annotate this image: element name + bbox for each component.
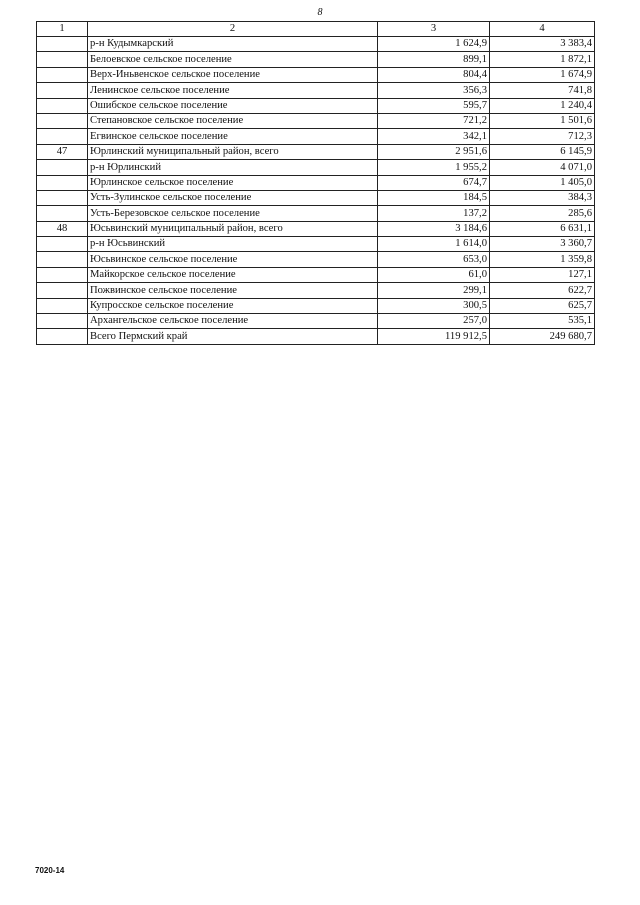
row-value-col3: 257,0 (378, 314, 490, 329)
row-value-col3: 653,0 (378, 252, 490, 267)
row-value-col4: 625,7 (490, 298, 595, 313)
row-number: 48 (37, 221, 88, 236)
row-value-col4: 3 383,4 (490, 37, 595, 52)
row-value-col3: 3 184,6 (378, 221, 490, 236)
row-number (37, 329, 88, 344)
row-number (37, 98, 88, 113)
row-number (37, 67, 88, 82)
row-value-col3: 119 912,5 (378, 329, 490, 344)
header-col-2: 2 (88, 22, 378, 37)
row-name: Юрлинский муниципальный район, всего (88, 144, 378, 159)
row-value-col4: 1 674,9 (490, 67, 595, 82)
row-value-col4: 1 240,4 (490, 98, 595, 113)
row-name: Юсьвинское сельское поселение (88, 252, 378, 267)
row-value-col4: 127,1 (490, 267, 595, 282)
table-row (37, 314, 595, 329)
row-value-col4: 249 680,7 (490, 329, 595, 344)
row-value-col4: 384,3 (490, 190, 595, 205)
table-row (37, 129, 595, 144)
document-code: 7020-14 (35, 866, 65, 875)
table-row (37, 175, 595, 190)
table-row (37, 98, 595, 113)
table-row (37, 37, 595, 52)
row-value-col3: 2 951,6 (378, 144, 490, 159)
table-row (37, 252, 595, 267)
row-number (37, 190, 88, 205)
row-number (37, 113, 88, 128)
row-number (37, 175, 88, 190)
row-value-col3: 595,7 (378, 98, 490, 113)
row-value-col3: 300,5 (378, 298, 490, 313)
row-name: р-н Юсьвинский (88, 237, 378, 252)
row-value-col4: 712,3 (490, 129, 595, 144)
row-value-col4: 3 360,7 (490, 237, 595, 252)
row-name: р-н Кудымкарский (88, 37, 378, 52)
row-value-col3: 899,1 (378, 52, 490, 67)
row-value-col3: 1 614,0 (378, 237, 490, 252)
row-name: Майкорское сельское поселение (88, 267, 378, 282)
row-value-col4: 1 501,6 (490, 113, 595, 128)
row-name: Белоевское сельское поселение (88, 52, 378, 67)
row-value-col4: 1 405,0 (490, 175, 595, 190)
row-value-col4: 6 631,1 (490, 221, 595, 236)
table-row (37, 298, 595, 313)
table-row (37, 67, 595, 82)
table-row (37, 237, 595, 252)
header-col-1: 1 (37, 22, 88, 37)
row-name: Пожвинское сельское поселение (88, 283, 378, 298)
row-number (37, 283, 88, 298)
row-value-col3: 804,4 (378, 67, 490, 82)
row-number: 47 (37, 144, 88, 159)
row-value-col3: 1 955,2 (378, 160, 490, 175)
table-body (37, 22, 595, 345)
row-number (37, 267, 88, 282)
row-value-col3: 1 624,9 (378, 37, 490, 52)
row-number (37, 83, 88, 98)
row-name: р-н Юрлинский (88, 160, 378, 175)
row-value-col3: 674,7 (378, 175, 490, 190)
table-row (37, 83, 595, 98)
row-name: Верх-Иньвенское сельское поселение (88, 67, 378, 82)
table-row (37, 283, 595, 298)
row-number (37, 298, 88, 313)
data-table (36, 21, 595, 345)
table-row (37, 267, 595, 282)
row-number (37, 37, 88, 52)
row-value-col3: 342,1 (378, 129, 490, 144)
row-value-col4: 1 359,8 (490, 252, 595, 267)
row-name: Юрлинское сельское поселение (88, 175, 378, 190)
row-name: Степановское сельское поселение (88, 113, 378, 128)
row-value-col4: 741,8 (490, 83, 595, 98)
table-row (37, 144, 595, 159)
row-number (37, 160, 88, 175)
row-number (37, 52, 88, 67)
row-value-col3: 299,1 (378, 283, 490, 298)
table-row (37, 190, 595, 205)
row-name: Усть-Березовское сельское поселение (88, 206, 378, 221)
row-name: Архангельское сельское поселение (88, 314, 378, 329)
row-value-col4: 6 145,9 (490, 144, 595, 159)
table-header-row (37, 22, 595, 37)
table-row (37, 160, 595, 175)
row-value-col4: 622,7 (490, 283, 595, 298)
table-row (37, 113, 595, 128)
row-number (37, 129, 88, 144)
row-number (37, 252, 88, 267)
row-name: Егвинское сельское поселение (88, 129, 378, 144)
table-row (37, 52, 595, 67)
row-value-col4: 535,1 (490, 314, 595, 329)
row-name: Усть-Зулинское сельское поселение (88, 190, 378, 205)
row-name: Купросское сельское поселение (88, 298, 378, 313)
row-name: Ошибское сельское поселение (88, 98, 378, 113)
row-value-col3: 137,2 (378, 206, 490, 221)
row-number (37, 206, 88, 221)
row-value-col3: 184,5 (378, 190, 490, 205)
header-col-4: 4 (490, 22, 595, 37)
table-row (37, 329, 595, 344)
row-value-col4: 1 872,1 (490, 52, 595, 67)
row-name: Ленинское сельское поселение (88, 83, 378, 98)
row-number (37, 237, 88, 252)
row-name: Всего Пермский край (88, 329, 378, 344)
table-row (37, 221, 595, 236)
page-number: 8 (317, 7, 323, 18)
row-value-col4: 4 071,0 (490, 160, 595, 175)
row-name: Юсьвинский муниципальный район, всего (88, 221, 378, 236)
row-value-col4: 285,6 (490, 206, 595, 221)
row-value-col3: 356,3 (378, 83, 490, 98)
row-number (37, 314, 88, 329)
table-row (37, 206, 595, 221)
header-col-3: 3 (378, 22, 490, 37)
row-value-col3: 61,0 (378, 267, 490, 282)
row-value-col3: 721,2 (378, 113, 490, 128)
